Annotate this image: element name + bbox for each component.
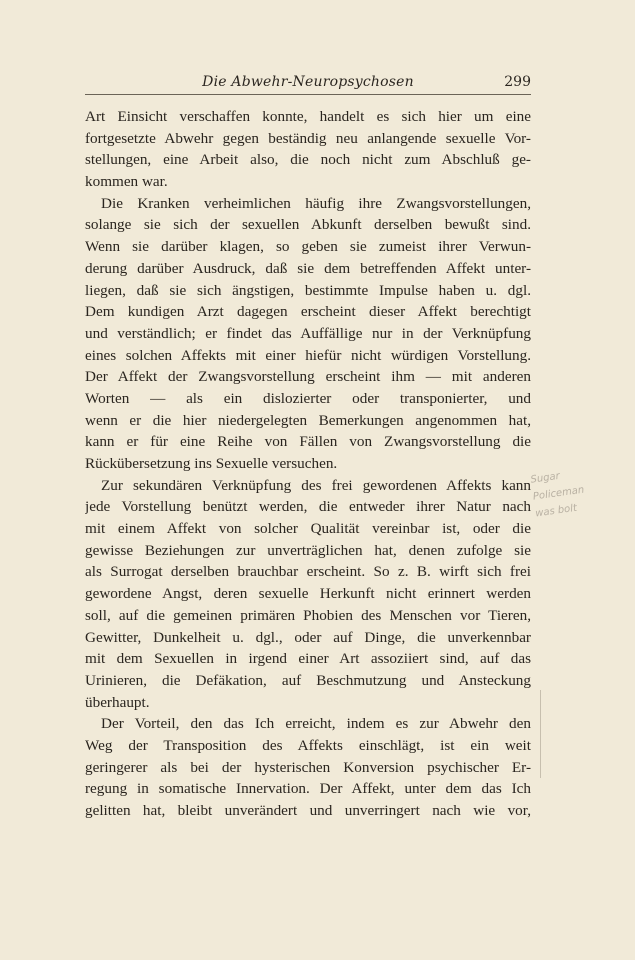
text-line: derung darüber Ausdruck, daß sie dem betreffenden Affekt unter- [85,259,531,277]
text-line: wenn er die hier niedergelegten Bemerkungen angenommen hat, [85,411,531,429]
text-line: und verständlich; er findet das Auffällige nur in der Verknüpfung [85,324,531,342]
pencil-margin-note [530,461,619,541]
text-line: solange sie sich der sexuellen Abkunft derselben bewußt sind. [85,216,531,234]
text-line: Dem kundigen Arzt dagegen erscheint dieser Affekt berechtigt [85,303,531,321]
text-line: Rückübersetzung ins Sexuelle versuchen. [85,455,338,472]
text-line: mit dem Sexuellen in irgend einer Art assoziiert sind, auf das [85,650,531,668]
text-line: Weg der Transposition des Affekts einschlägt, ist ein weit [85,736,531,754]
text-line: überhaupt. [85,693,150,711]
text-line: liegen, daß sie sich ängstigen, bestimmte Impulse haben u. dgl. [85,281,531,299]
text-line: jede Vorstellung benützt werden, die entweder ihrer Natur nach [85,498,531,516]
text-line: Der Vorteil, den das Ich erreicht, indem es zur Abwehr den [101,715,531,733]
margin-note-line: Policeman [532,484,585,503]
text-line: gelitten hat, bleibt unverändert und unverringert nach wie vor, [85,802,531,819]
text-line: soll, auf die gemeinen primären Phobien des Menschen vor Tieren, [85,606,531,624]
text-line: Die Kranken verheimlichen häufig ihre Zwangsvorstellungen, [101,194,531,212]
text-line: geringerer als bei der hysterischen Konversion psychischer Er- [85,758,531,776]
text-line: als Surrogat derselben brauchbar erscheint. So z. B. wirft sich frei [85,563,531,581]
text-line: Art Einsicht verschaffen konnte, handelt es sich hier um eine [85,108,531,125]
text-line: Worten — als ein dislozierter oder transponierter, und [85,389,531,407]
text-line: Wenn sie darüber klagen, so geben sie zumeist ihrer Verwun- [85,238,531,256]
text-line: fortgesetzte Abwehr gegen beständig neu anlangende sexuelle Vor- [85,129,531,147]
text-line: Zur sekundären Verknüpfung des frei gewordenen Affekts kann [101,476,531,494]
text-line: gewordene Angst, deren sexuelle Herkunft nicht erinnert werden [85,585,531,603]
page-header [85,72,531,95]
text-line: regung in somatische Innervation. Der Affekt, unter dem das Ich [85,780,531,798]
text-line: Urinieren, die Defäkation, auf Beschmutzung und Ansteckung [85,671,531,689]
text-line: kann er für eine Reihe von Fällen von Zwangsvorstellung die [85,433,531,451]
page-number: 299 [504,74,531,90]
text-line: mit einem Affekt von solcher Qualität vereinbar ist, oder die [85,520,531,538]
text-line: Gewitter, Dunkelheit u. dgl., oder auf Dinge, die unverkennbar [85,628,531,646]
text-line: gewisse Beziehungen zur unverträglichen hat, denen zufolge sie [85,541,531,559]
margin-note-line: was bolt [534,502,578,520]
pencil-margin-mark [540,690,541,778]
running-title: Die Abwehr-Neuropsychosen [202,74,414,90]
margin-note-line: Sugar [529,470,561,486]
text-line: kommen war. [85,173,168,191]
text-line: Der Affekt der Zwangsvorstellung erscheint ihm — mit anderen [85,368,531,386]
body-text [85,106,531,822]
text-line: eines solchen Affekts mit einer hiefür nicht würdigen Vorstellung. [85,346,531,364]
text-line: stellungen, eine Arbeit also, die noch nicht zum Abschluß ge- [85,151,531,169]
